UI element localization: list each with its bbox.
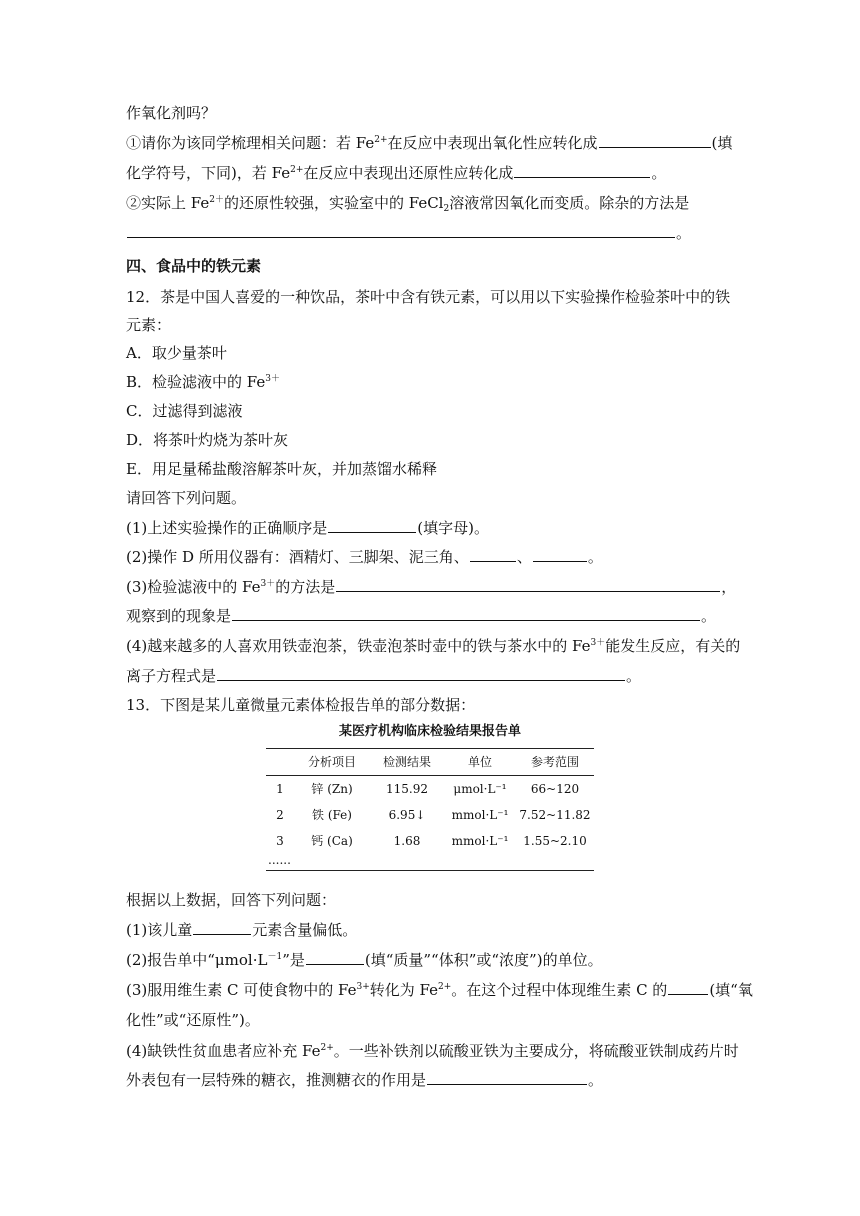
table-header-row bbox=[266, 749, 594, 775]
text-line: 请回答下列问题。 bbox=[126, 489, 247, 507]
table-cell: μmol·L⁻¹ bbox=[453, 782, 507, 796]
text-line: (4)越来越多的人喜欢用铁壶泡茶，铁壶泡茶时壶中的铁与茶水中的 $Fe^{3+}$能发生反应，有关的 bbox=[126, 637, 741, 655]
answer-blank[interactable] bbox=[193, 920, 251, 935]
answer-blank[interactable] bbox=[514, 163, 650, 178]
table-cell: 7.52~11.82 bbox=[519, 808, 591, 822]
header-cell bbox=[266, 749, 294, 775]
text-line: ②实际上 $Fe^{2+}$的还原性较强，实验室中的 FeCl$_2$溶液常因氧化而变质。除杂的方法是 bbox=[126, 194, 690, 214]
question-13: 13．下图是某儿童微量元素体检报告单的部分数据： bbox=[126, 696, 476, 714]
header-cell: 检测结果 bbox=[382, 755, 431, 769]
option-b: B．检验滤液中的 $Fe^{3+}$ bbox=[126, 373, 280, 391]
table-cell: 钙 (Ca) bbox=[311, 834, 353, 848]
text-line: (1)上述实验操作的正确顺序是 (填字母)。 bbox=[126, 519, 489, 537]
text-line: (2)操作 D 所用仪器有：酒精灯、三脚架、泥三角、 、 。 bbox=[126, 548, 603, 566]
option-e: E．用足量稀盐酸溶解茶叶灰，并加蒸馏水稀释 bbox=[126, 460, 437, 478]
text-line: 作氧化剂吗？ bbox=[126, 104, 217, 122]
option-a: A．取少量茶叶 bbox=[126, 344, 227, 362]
question-12: 12．茶是中国人喜爱的一种饮品，茶叶中含有铁元素，可以用以下实验操作检验茶叶中的铁 bbox=[126, 288, 731, 306]
table-cell: 铁 (Fe) bbox=[312, 808, 352, 822]
table-cell: 锌 (Zn) bbox=[311, 782, 353, 796]
table-row bbox=[266, 776, 594, 802]
table-ellipsis: ...... bbox=[268, 853, 291, 867]
table-cell: 1.55~2.10 bbox=[523, 834, 587, 848]
text-line: 观察到的现象是 。 bbox=[126, 607, 717, 625]
table-cell: 1 bbox=[276, 782, 284, 796]
text-line: (3)服用维生素 C 可使食物中的 $Fe^{3+}$转化为 $Fe^{2+}$。在这个过程中体现维生素 C 的 (填“氧 bbox=[126, 981, 753, 999]
answer-blank[interactable] bbox=[217, 666, 625, 681]
answer-blank[interactable] bbox=[533, 547, 587, 562]
lab-report-table bbox=[266, 722, 594, 871]
answer-blank[interactable] bbox=[328, 518, 416, 533]
table-cell: 115.92 bbox=[386, 782, 428, 796]
answer-blank[interactable] bbox=[668, 980, 708, 995]
text-line: (1)该儿童 元素含量偏低。 bbox=[126, 921, 358, 939]
answer-blank[interactable] bbox=[127, 223, 675, 238]
table-cell: 3 bbox=[276, 834, 284, 848]
table-row bbox=[266, 802, 594, 828]
answer-blank[interactable] bbox=[336, 577, 720, 592]
answer-blank[interactable] bbox=[427, 1070, 587, 1085]
answer-blank[interactable] bbox=[306, 950, 364, 965]
table-cell: 66~120 bbox=[530, 782, 580, 796]
text-line: 外表包有一层特殊的糖衣，推测糖衣的作用是 。 bbox=[126, 1071, 604, 1089]
answer-blank[interactable] bbox=[599, 133, 711, 148]
text-line: (2)报告单中“$\mu mol\cdot L^{-1}$”是 (填“质量”“体积”或“浓度”)的单位。 bbox=[126, 951, 603, 969]
table-row bbox=[266, 828, 594, 854]
text-line: 离子方程式是 。 bbox=[126, 667, 642, 685]
table-rule bbox=[266, 870, 594, 871]
table-cell: 6.95↓ bbox=[388, 808, 426, 822]
text-line: 。 bbox=[126, 223, 691, 243]
report-title: 某医疗机构临床检验结果报告单 bbox=[338, 724, 521, 739]
section-heading: 四、食品中的铁元素 bbox=[126, 257, 262, 275]
text-line: ①请你为该同学梳理相关问题：若 $Fe^{2+}$在反应中表现出氧化性应转化成 (填 bbox=[126, 134, 733, 152]
header-cell: 单位 bbox=[467, 755, 492, 769]
text-line: 根据以上数据，回答下列问题： bbox=[126, 891, 337, 909]
text-line: 化学符号，下同)，若 $Fe^{2+}$在反应中表现出还原性应转化成 。 bbox=[126, 164, 667, 182]
header-cell: 参考范围 bbox=[530, 755, 579, 769]
option-c: C．过滤得到滤液 bbox=[126, 402, 243, 420]
text-line: 化性”或“还原性”)。 bbox=[126, 1011, 260, 1029]
header-cell: 分析项目 bbox=[307, 755, 356, 769]
answer-blank[interactable] bbox=[232, 606, 700, 621]
text-line: 元素： bbox=[126, 316, 172, 334]
table-cell: mmol·L⁻¹ bbox=[451, 808, 509, 822]
table-cell: 1.68 bbox=[393, 834, 421, 848]
option-d: D．将茶叶灼烧为茶叶灰 bbox=[126, 431, 289, 449]
answer-blank[interactable] bbox=[470, 547, 516, 562]
text-line: (4)缺铁性贫血患者应补充 $Fe^{2+}$。一些补铁剂以硫酸亚铁为主要成分，将硫酸亚铁制成药片时 bbox=[126, 1042, 739, 1060]
table-cell: mmol·L⁻¹ bbox=[451, 834, 509, 848]
text-line: (3)检验滤液中的 $Fe^{3+}$的方法是 ， bbox=[126, 578, 737, 596]
table-cell: 2 bbox=[276, 808, 284, 822]
